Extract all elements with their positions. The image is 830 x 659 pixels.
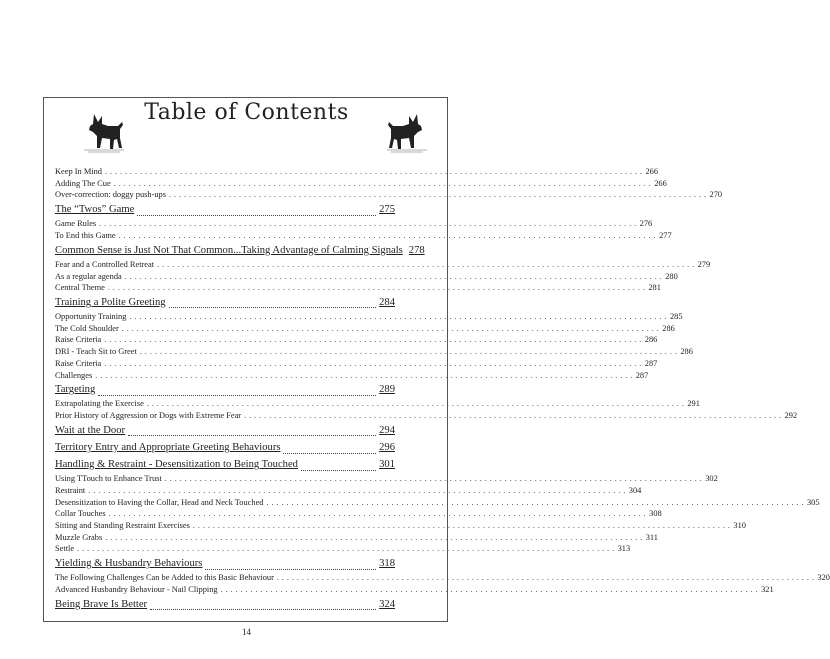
toc-entry-title: To End this Game [55,230,116,240]
toc-entry-title: Settle [55,544,75,554]
toc-entry-title: Being Brave Is Better [55,598,148,610]
toc-section-entry [55,422,395,439]
toc-entry-title: Challenges [55,370,93,380]
toc-page-number: 318 [379,558,395,570]
dot-leader [109,508,647,520]
toc-entry-title: Handling & Restraint - Desensitization to Being Touched [55,459,298,471]
toc-subentry [55,334,658,346]
dot-leader [169,189,707,201]
toc-page-number: 287 [644,358,658,368]
dot-leader [98,386,376,396]
toc-subentry [55,311,683,323]
dot-leader [105,166,643,178]
toc-page-number: 270 [709,190,723,200]
toc-page-number: 279 [697,259,711,269]
dot-leader [128,426,376,436]
toc-page-number: 304 [628,486,642,495]
toc-entry-title: Extrapolating the Exercise [55,399,144,409]
toc-page-number: 284 [379,296,395,308]
toc-entry-title: The “Twos” Game [55,204,135,216]
toc-page-number: 266 [654,178,667,188]
toc-entry-title: Targeting [55,384,96,396]
toc-entry-title: The Cold Shoulder [55,323,119,333]
dot-leader [125,271,663,283]
dot-leader [169,298,377,308]
toc-section-entry [55,456,395,473]
toc-entry-title: Adding The Cue [55,178,111,188]
dot-leader [95,370,633,382]
toc-subentry [55,410,798,422]
toc-entry-title: Common Sense is Just Not That Common...Taking Advantage of Calming Signals [55,244,403,256]
toc-subentry [55,497,820,509]
toc-subentry [55,282,661,294]
dot-leader [77,543,615,555]
dot-leader [244,410,782,422]
page-title: Table of Contents [144,100,349,125]
toc-page-number: 291 [687,399,700,409]
dot-leader [137,206,376,216]
toc-entry-title: Prior History of Aggression or Dogs with Extreme Fear [55,411,242,421]
toc-page-number: 285 [669,312,683,322]
dot-leader [277,572,815,584]
toc-subentry [55,178,667,190]
toc-entry-title: Desensitization to Having the Collar, Head and Neck Touched [55,497,264,507]
toc-entry-title: Sitting and Standing Restraint Exercises [55,521,190,531]
dot-leader [140,346,678,358]
toc-entry-title: Raise Criteria [55,335,102,345]
toc-section-entry [55,596,395,613]
toc-subentry [55,259,711,271]
toc-page-number: 320 [817,573,830,583]
toc-entry-title: Training a Polite Greeting [55,296,166,308]
toc-entry-title: Restraint [55,486,86,495]
toc-subentry [55,271,678,283]
dot-leader [104,358,642,370]
dot-leader [108,282,646,294]
toc-subentry [55,508,662,520]
dot-leader [88,485,626,497]
dot-leader [105,532,643,544]
dot-leader [266,497,804,509]
toc-subentry [55,520,746,532]
toc-page-number: 281 [648,283,661,293]
toc-section-entry [55,294,395,311]
toc-page-number: 289 [379,384,395,396]
toc-page-number: 278 [408,244,425,256]
toc-page-number: 275 [379,204,395,216]
toc-subentry [55,346,693,358]
toc-entry-title: Raise Criteria [55,358,102,368]
toc-page-number: 324 [379,598,395,610]
toc-entry-title: Muzzle Grabs [55,532,103,542]
toc-subentry [55,218,653,230]
toc-subentry [55,189,723,201]
toc-subentry [55,584,774,596]
toc-page-number: 310 [733,521,746,531]
toc-entry-title: Yielding & Husbandry Behaviours [55,558,203,570]
dot-leader [114,178,652,190]
toc-page-number: 308 [649,509,662,519]
toc-section-entry [55,381,395,398]
toc-section-entry [55,439,395,456]
toc-page-number: 305 [806,497,820,507]
toc-subentry [55,532,658,544]
dot-leader [104,334,642,346]
toc-section-entry [55,242,425,259]
toc-page-number: 286 [662,323,675,333]
toc-page-number: 287 [635,370,649,380]
toc-subentry [55,323,675,335]
toc-page-number: 280 [665,271,678,281]
dot-leader [205,560,376,570]
toc-entry-title: Central Theme [55,283,105,293]
dot-leader [221,584,759,596]
dot-leader [122,323,660,335]
toc-entry-title: Keep In Mind [55,167,102,176]
table-of-contents [55,166,830,613]
toc-section-entry [55,201,395,218]
toc-page-number: 301 [379,459,395,471]
toc-subentry [55,166,659,178]
dot-leader [147,398,685,410]
toc-entry-title: As a regular agenda [55,271,122,281]
toc-subentry [55,572,830,584]
toc-subentry [55,473,718,485]
dot-leader [129,311,667,323]
toc-entry-title: Fear and a Controlled Retreat [55,259,155,269]
toc-page-number: 302 [705,474,718,484]
toc-entry-title: DRI - Teach Sit to Greet [55,347,137,357]
toc-entry-title: Using TTouch to Enhance Trust [55,474,162,484]
toc-page-number: 292 [784,411,798,421]
toc-subentry [55,485,642,497]
toc-subentry [55,543,631,555]
toc-page-number: 276 [639,219,653,229]
toc-page-number: 277 [659,230,672,240]
toc-entry-title: Over-correction: doggy push-ups [55,190,167,200]
toc-subentry [55,398,700,410]
toc-subentry [55,370,649,382]
toc-page-number: 296 [379,441,395,453]
toc-subentry [55,230,672,242]
toc-page-number: 313 [617,544,631,554]
toc-page-number: 266 [645,167,659,176]
dot-leader [193,520,731,532]
toc-entry-title: Game Rules [55,219,97,229]
toc-page-number: 286 [680,347,693,357]
toc-page-number: 294 [379,424,395,436]
toc-entry-title: Opportunity Training [55,312,127,322]
toc-entry-title: Territory Entry and Appropriate Greeting Behaviours [55,441,281,453]
toc-entry-title: Advanced Husbandry Behaviour - Nail Clipping [55,585,218,594]
dot-leader [99,218,637,230]
toc-page-number: 286 [644,335,658,345]
dot-leader [119,230,657,242]
dot-leader [283,444,376,454]
toc-entry-title: Collar Touches [55,509,106,519]
dot-leader [165,473,703,485]
page-number: 14 [242,627,251,637]
toc-entry-title: Wait at the Door [55,424,126,436]
toc-section-entry [55,555,395,572]
dot-leader [157,259,695,271]
toc-subentry [55,358,658,370]
toc-entry-title: The Following Challenges Can be Added to this Basic Behaviour [55,573,274,583]
toc-page-number: 311 [645,532,658,542]
toc-page-number: 321 [761,585,774,594]
dot-leader [301,461,376,471]
dot-leader [150,600,376,610]
